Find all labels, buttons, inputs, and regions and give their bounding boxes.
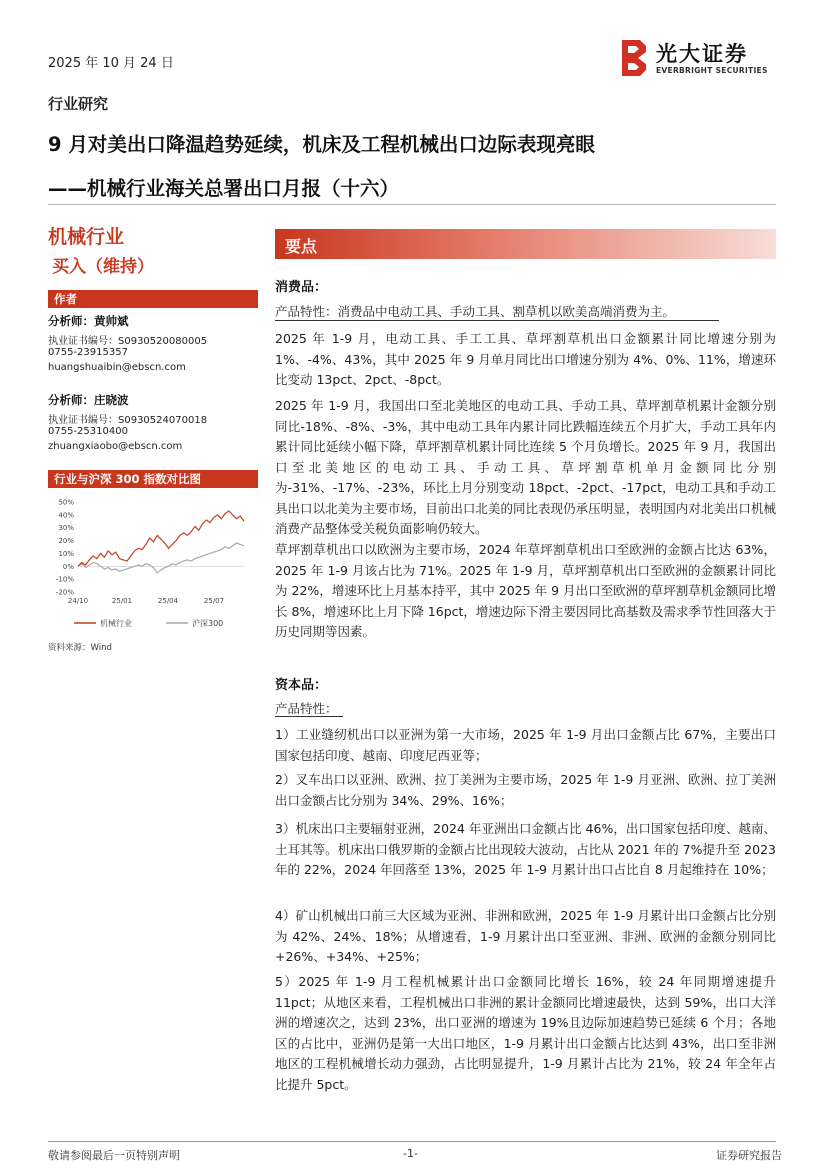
x-tick-label: 25/01 [111, 597, 133, 605]
logo [620, 36, 780, 82]
y-tick-label: 10% [58, 549, 74, 558]
author-section-header: 作者 [48, 290, 258, 308]
capital-item-3: 3）机床出口主要辐射亚洲，2024 年亚洲出口金额占比 46%，出口国家包括印度、越南、土耳其等。机床出口俄罗斯的金额占比出现较大波动，占比从 2021 年的 7%提升至 2023 年的 22%，2024 年回落至 13%，2025 年 1-9 月累计出口占比自 8 月起维持在 10%； [275, 821, 776, 877]
x-tick-label: 25/07 [203, 597, 225, 605]
header-divider [48, 204, 776, 205]
analyst-2-license: 执业证书编号：S0930524070018 [48, 415, 208, 426]
everbright-logo-icon [620, 38, 648, 78]
consumer-features-underline [275, 320, 719, 321]
footer-divider [48, 1141, 776, 1142]
key-points-title: 要点 [285, 237, 318, 256]
chart-section-header: 行业与沪深 300 指数对比图 [48, 470, 258, 488]
y-tick-label: -10% [55, 575, 74, 584]
report-type: 行业研究 [48, 95, 109, 113]
report-date: 2025 年 10 月 24 日 [48, 56, 174, 71]
report-title: 9 月对美出口降温趋势延续，机床及工程机械出口边际表现亮眼 [48, 133, 595, 156]
capital-features-underline [275, 716, 343, 717]
analyst-2-name: 分析师：庄晓波 [48, 393, 129, 407]
y-tick-label: 20% [58, 537, 74, 546]
legend-label: 机械行业 [100, 619, 132, 628]
chart-svg [48, 488, 260, 640]
analyst-2-phone: 0755-25310400 [48, 426, 128, 437]
x-tick-label: 24/10 [67, 597, 89, 605]
consumer-paragraph-2: 2025 年 1-9 月，我国出口至北美地区的电动工具、手动工具、草坪割草机累计金额分别同比-18%、-8%、-3%，其中电动工具年内累计同比跌幅连续五个月扩大，手动工具年内累计同比延续小幅下降，草坪割草机累计同比连续 5 个月负增长。2025 年 9 月，我国出口至北美地区的电动工具、手动工具、草坪割草机单月金额同比分别为-31%、-17%、-23%，环比上月分别变动 18pct、-2pct、-17pct，电动工具和手动工具出口以北美为主要市场，目前出口北美的同比表现仍承压明显，表明国内对北美出口机械消费产品整体受关税负面影响仍较大。 [275, 398, 776, 536]
analyst-1-email[interactable]: huangshuaibin@ebscn.com [48, 362, 186, 373]
y-tick-label: -20% [55, 588, 74, 597]
logo-english: EVERBRIGHT SECURITIES [656, 66, 768, 75]
industry-name: 机械行业 [48, 226, 125, 248]
x-tick-label: 25/04 [157, 597, 179, 605]
y-tick-label: 40% [58, 511, 74, 520]
footer-disclaimer[interactable]: 敬请参阅最后一页特别声明 [48, 1149, 180, 1162]
index-comparison-chart [48, 488, 260, 640]
capital-item-5: 5）2025 年 1-9 月工程机械累计出口金额同比增长 16%，较 24 年同期增速提升 11pct；从地区来看，工程机械出口非洲的累计金额同比增速最快，达到 59%，出口大洋洲的增速次之，达到 23%，出口亚洲的增速为 19%且边际加速趋势已延续 6 个月；各地区的占比中，亚洲仍是第一大出口地区，1-9 月累计出口金额占比达到 43%，出口至非洲地区的工程机械增长动力强劲，占比明显提升，1-9 月累计占比为 21%，较 24 年全年占比提升 5pct。 [275, 974, 776, 1092]
consumer-paragraph-3: 草坪割草机出口以欧洲为主要市场，2024 年草坪割草机出口至欧洲的金额占比达 63%，2025 年 1-9 月该占比为 71%。2025 年 1-9 月，草坪割草机出口至欧洲的金额累计同比为 22%，增速环比上月基本持平，其中 2025 年 9 月出口至欧洲的草坪割草机金额同比增长 8%，增速环比上月下降 16pct，增速边际下滑主要因同比高基数及需求季节性回落大于历史同期等因素。 [275, 542, 776, 639]
y-tick-label: 50% [58, 498, 74, 507]
analyst-1-license: 执业证书编号：S0930520080005 [48, 336, 208, 347]
capital-heading: 资本品： [275, 678, 328, 693]
key-points-banner [275, 229, 776, 259]
capital-item-4: 4）矿山机械出口前三大区域为亚洲、非洲和欧洲，2025 年 1-9 月累计出口金额占比分别为 42%、24%、18%；从增速看，1-9 月累计出口至亚洲、非洲、欧洲的金额分别同比+26%、+34%、+25%； [275, 908, 776, 964]
analyst-1-name: 分析师：黄帅斌 [48, 314, 129, 328]
series-line-hs300 [78, 543, 244, 573]
capital-item-1: 1）工业缝纫机出口以亚洲为第一大市场，2025 年 1-9 月出口金额占比 67%，主要出口国家包括印度、越南、印度尼西亚等； [275, 727, 776, 763]
analyst-2-email[interactable]: zhuangxiaobo@ebscn.com [48, 441, 183, 452]
footer-report-type: 证券研究报告 [716, 1149, 782, 1162]
page-number: -1- [403, 1147, 418, 1160]
consumer-features: 产品特性：消费品中电动工具、手动工具、割草机以欧美高端消费为主。 [275, 304, 676, 319]
analyst-1-phone: 0755-23915357 [48, 347, 128, 358]
capital-item-2: 2）叉车出口以亚洲、欧洲、拉丁美洲为主要市场，2025 年 1-9 月亚洲、欧洲、拉丁美洲出口金额占比分别为 34%、29%、16%； [275, 772, 776, 808]
report-subtitle: ——机械行业海关总署出口月报（十六） [48, 177, 400, 200]
y-tick-label: 0% [62, 562, 74, 571]
consumer-heading: 消费品： [275, 280, 328, 295]
logo-name: 光大证券 [656, 42, 748, 66]
consumer-paragraph-1: 2025 年 1-9 月，电动工具、手工工具、草坪割草机出口金额累计同比增速分别为 1%、-4%、43%，其中 2025 年 9 月单月同比出口增速分别为 4%、0%、11%，增速环比变动 13pct、2pct、-8pct。 [275, 331, 776, 387]
chart-source: 资料来源：Wind [48, 643, 112, 653]
capital-features: 产品特性： [275, 701, 338, 716]
series-line-machinery [78, 511, 244, 566]
investment-rating: 买入（维持） [52, 257, 154, 277]
y-tick-label: 30% [58, 524, 74, 533]
legend-label: 沪深300 [192, 619, 224, 628]
